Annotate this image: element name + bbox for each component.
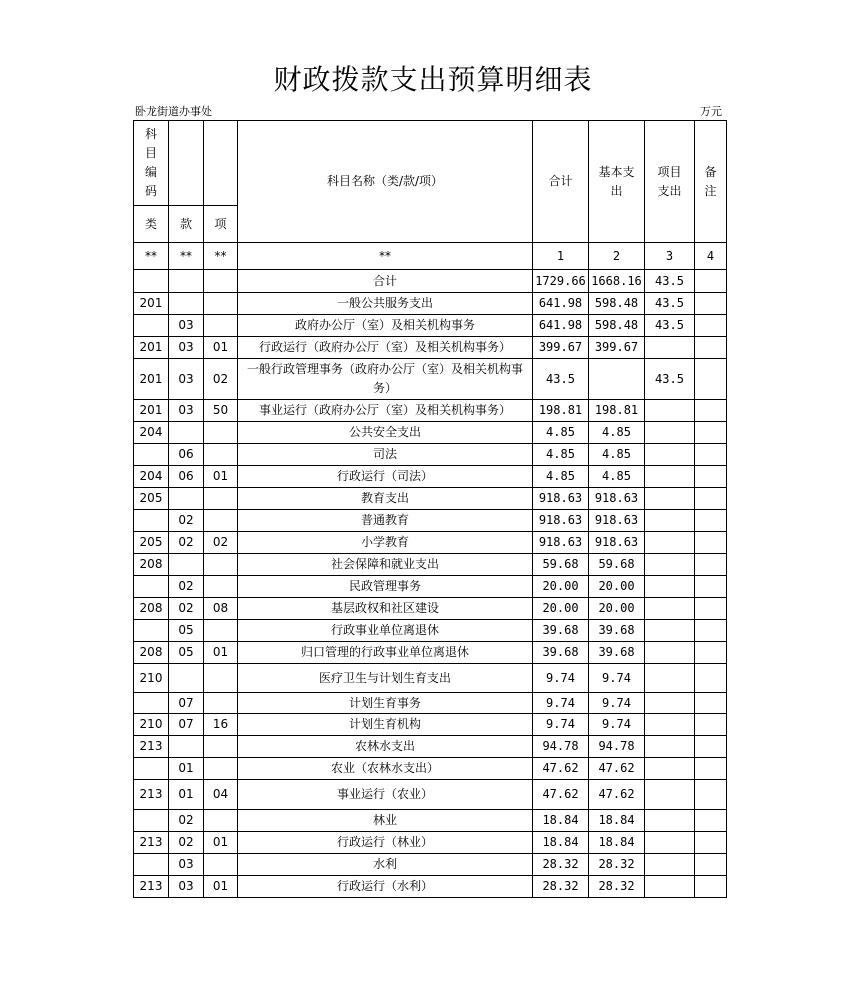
basic-amount-cell: 399.67 xyxy=(589,337,645,359)
project-amount-cell: 43.5 xyxy=(645,293,695,315)
remark-cell xyxy=(695,854,727,876)
class-code-cell xyxy=(134,854,169,876)
item-code-cell xyxy=(204,444,238,466)
basic-amount-cell: 47.62 xyxy=(589,758,645,780)
item-code-cell xyxy=(204,810,238,832)
section-code-cell: 05 xyxy=(169,620,204,642)
subject-name-cell: 合计 xyxy=(238,270,533,293)
basic-amount-cell: 198.81 xyxy=(589,400,645,422)
remark-cell xyxy=(695,359,727,400)
project-amount-cell xyxy=(645,532,695,554)
subject-name-cell: 行政运行（林业） xyxy=(238,832,533,854)
subject-name-cell: 农林水支出 xyxy=(238,736,533,758)
item-code-cell: 01 xyxy=(204,832,238,854)
project-amount-cell xyxy=(645,598,695,620)
class-code-cell xyxy=(134,810,169,832)
header-blank xyxy=(204,121,238,206)
basic-amount-cell: 39.68 xyxy=(589,620,645,642)
total-amount-cell: 399.67 xyxy=(533,337,589,359)
section-code-cell: 06 xyxy=(169,466,204,488)
remark-cell xyxy=(695,693,727,714)
class-code-cell xyxy=(134,576,169,598)
subject-name-cell: 民政管理事务 xyxy=(238,576,533,598)
class-code-cell: 201 xyxy=(134,293,169,315)
subject-name-cell: 基层政权和社区建设 xyxy=(238,598,533,620)
table-row xyxy=(134,488,727,510)
subject-name-cell: 一般公共服务支出 xyxy=(238,293,533,315)
header-basic: 基本支 出 xyxy=(589,121,645,243)
subject-name-cell: 行政运行（水利） xyxy=(238,876,533,898)
item-code-cell xyxy=(204,315,238,337)
table-row xyxy=(134,736,727,758)
project-amount-cell xyxy=(645,400,695,422)
project-amount-cell xyxy=(645,810,695,832)
project-amount-cell xyxy=(645,780,695,810)
table-row xyxy=(134,664,727,693)
table-row xyxy=(134,359,727,400)
subject-name-cell: 医疗卫生与计划生育支出 xyxy=(238,664,533,693)
class-code-cell xyxy=(134,693,169,714)
remark-cell xyxy=(695,554,727,576)
total-amount-cell: 1729.66 xyxy=(533,270,589,293)
project-amount-cell xyxy=(645,337,695,359)
section-code-cell: 07 xyxy=(169,714,204,736)
subject-name-cell: 林业 xyxy=(238,810,533,832)
item-code-cell: 08 xyxy=(204,598,238,620)
table-row xyxy=(134,620,727,642)
basic-amount-cell: 39.68 xyxy=(589,642,645,664)
basic-amount-cell: 918.63 xyxy=(589,488,645,510)
section-code-cell: 03 xyxy=(169,359,204,400)
total-amount-cell: 641.98 xyxy=(533,315,589,337)
basic-amount-cell: 4.85 xyxy=(589,466,645,488)
index-cell: 3 xyxy=(645,243,695,270)
subject-name-cell: 农业（农林水支出） xyxy=(238,758,533,780)
basic-amount-cell: 20.00 xyxy=(589,598,645,620)
index-row xyxy=(134,243,727,270)
project-amount-cell xyxy=(645,693,695,714)
basic-amount-cell: 4.85 xyxy=(589,422,645,444)
total-amount-cell: 20.00 xyxy=(533,576,589,598)
page-title: 财政拨款支出预算明细表 xyxy=(273,63,593,96)
subject-name-cell: 行政运行（政府办公厅（室）及相关机构事务） xyxy=(238,337,533,359)
class-code-cell: 201 xyxy=(134,359,169,400)
remark-cell xyxy=(695,642,727,664)
total-amount-cell: 9.74 xyxy=(533,664,589,693)
total-amount-cell: 9.74 xyxy=(533,693,589,714)
total-amount-cell: 39.68 xyxy=(533,642,589,664)
project-amount-cell xyxy=(645,576,695,598)
remark-cell xyxy=(695,532,727,554)
basic-amount-cell: 4.85 xyxy=(589,444,645,466)
item-code-cell: 01 xyxy=(204,337,238,359)
basic-amount-cell: 598.48 xyxy=(589,315,645,337)
table-row xyxy=(134,270,727,293)
basic-amount-cell xyxy=(589,359,645,400)
table-row xyxy=(134,400,727,422)
total-amount-cell: 9.74 xyxy=(533,714,589,736)
remark-cell xyxy=(695,315,727,337)
table-row xyxy=(134,576,727,598)
budget-table xyxy=(133,120,727,898)
project-amount-cell: 43.5 xyxy=(645,270,695,293)
header-project: 项目 支出 xyxy=(645,121,695,243)
header-section: 款 xyxy=(169,206,204,243)
project-amount-cell xyxy=(645,444,695,466)
subject-name-cell: 小学教育 xyxy=(238,532,533,554)
subject-name-cell: 社会保障和就业支出 xyxy=(238,554,533,576)
remark-cell xyxy=(695,832,727,854)
section-code-cell xyxy=(169,422,204,444)
section-code-cell: 02 xyxy=(169,532,204,554)
remark-cell xyxy=(695,488,727,510)
class-code-cell: 208 xyxy=(134,554,169,576)
item-code-cell: 01 xyxy=(204,876,238,898)
table-row xyxy=(134,854,727,876)
item-code-cell xyxy=(204,293,238,315)
header-total: 合计 xyxy=(533,121,589,243)
section-code-cell: 01 xyxy=(169,758,204,780)
table-row xyxy=(134,510,727,532)
table-row xyxy=(134,598,727,620)
total-amount-cell: 4.85 xyxy=(533,466,589,488)
table-row xyxy=(134,293,727,315)
index-cell: 1 xyxy=(533,243,589,270)
item-code-cell xyxy=(204,854,238,876)
total-amount-cell: 4.85 xyxy=(533,422,589,444)
subject-name-cell: 事业运行（农业） xyxy=(238,780,533,810)
section-code-cell: 03 xyxy=(169,315,204,337)
remark-cell xyxy=(695,444,727,466)
class-code-cell: 208 xyxy=(134,598,169,620)
class-code-cell xyxy=(134,444,169,466)
class-code-cell: 210 xyxy=(134,664,169,693)
total-amount-cell: 641.98 xyxy=(533,293,589,315)
basic-amount-cell: 18.84 xyxy=(589,832,645,854)
basic-amount-cell: 94.78 xyxy=(589,736,645,758)
basic-amount-cell: 918.63 xyxy=(589,510,645,532)
class-code-cell: 208 xyxy=(134,642,169,664)
item-code-cell xyxy=(204,736,238,758)
index-cell: ** xyxy=(204,243,238,270)
subject-name-cell: 普通教育 xyxy=(238,510,533,532)
item-code-cell xyxy=(204,488,238,510)
table-row xyxy=(134,780,727,810)
remark-cell xyxy=(695,270,727,293)
header-subject-code: 科 目 编 码 xyxy=(134,121,169,206)
class-code-cell xyxy=(134,270,169,293)
table-row xyxy=(134,532,727,554)
remark-cell xyxy=(695,510,727,532)
basic-amount-cell: 598.48 xyxy=(589,293,645,315)
project-amount-cell xyxy=(645,554,695,576)
class-code-cell: 204 xyxy=(134,422,169,444)
class-code-cell xyxy=(134,510,169,532)
project-amount-cell xyxy=(645,642,695,664)
project-amount-cell xyxy=(645,488,695,510)
class-code-cell xyxy=(134,758,169,780)
subject-name-cell: 归口管理的行政事业单位离退休 xyxy=(238,642,533,664)
table-row xyxy=(134,337,727,359)
section-code-cell: 03 xyxy=(169,337,204,359)
subject-name-cell: 一般行政管理事务（政府办公厅（室）及相关机构事务） xyxy=(238,359,533,400)
project-amount-cell xyxy=(645,664,695,693)
unit-label: 万元 xyxy=(700,105,722,118)
subject-name-cell: 政府办公厅（室）及相关机构事务 xyxy=(238,315,533,337)
subject-name-cell: 事业运行（政府办公厅（室）及相关机构事务） xyxy=(238,400,533,422)
remark-cell xyxy=(695,664,727,693)
class-code-cell xyxy=(134,620,169,642)
item-code-cell xyxy=(204,758,238,780)
total-amount-cell: 94.78 xyxy=(533,736,589,758)
header-class: 类 xyxy=(134,206,169,243)
remark-cell xyxy=(695,293,727,315)
section-code-cell xyxy=(169,293,204,315)
item-code-cell xyxy=(204,693,238,714)
subject-name-cell: 公共安全支出 xyxy=(238,422,533,444)
subject-name-cell: 司法 xyxy=(238,444,533,466)
remark-cell xyxy=(695,576,727,598)
section-code-cell: 01 xyxy=(169,780,204,810)
project-amount-cell xyxy=(645,854,695,876)
table-row xyxy=(134,876,727,898)
item-code-cell: 16 xyxy=(204,714,238,736)
total-amount-cell: 198.81 xyxy=(533,400,589,422)
total-amount-cell: 18.84 xyxy=(533,832,589,854)
project-amount-cell xyxy=(645,876,695,898)
index-cell: 4 xyxy=(695,243,727,270)
total-amount-cell: 918.63 xyxy=(533,488,589,510)
section-code-cell: 07 xyxy=(169,693,204,714)
table-row xyxy=(134,444,727,466)
project-amount-cell xyxy=(645,510,695,532)
subject-name-cell: 计划生育事务 xyxy=(238,693,533,714)
remark-cell xyxy=(695,758,727,780)
item-code-cell: 04 xyxy=(204,780,238,810)
class-code-cell: 213 xyxy=(134,780,169,810)
section-code-cell xyxy=(169,270,204,293)
header-blank xyxy=(169,121,204,206)
header-item: 项 xyxy=(204,206,238,243)
class-code-cell: 213 xyxy=(134,736,169,758)
subject-name-cell: 行政运行（司法） xyxy=(238,466,533,488)
remark-cell xyxy=(695,466,727,488)
header-name: 科目名称（类/款/项） xyxy=(238,121,533,243)
class-code-cell xyxy=(134,315,169,337)
subject-name-cell: 计划生育机构 xyxy=(238,714,533,736)
table-row xyxy=(134,832,727,854)
class-code-cell: 205 xyxy=(134,488,169,510)
basic-amount-cell: 47.62 xyxy=(589,780,645,810)
project-amount-cell xyxy=(645,466,695,488)
section-code-cell xyxy=(169,664,204,693)
remark-cell xyxy=(695,810,727,832)
item-code-cell xyxy=(204,270,238,293)
header-row xyxy=(134,121,727,206)
item-code-cell xyxy=(204,554,238,576)
table-row xyxy=(134,693,727,714)
table-row xyxy=(134,642,727,664)
table-row xyxy=(134,315,727,337)
total-amount-cell: 47.62 xyxy=(533,758,589,780)
project-amount-cell xyxy=(645,736,695,758)
project-amount-cell: 43.5 xyxy=(645,359,695,400)
total-amount-cell: 20.00 xyxy=(533,598,589,620)
subject-name-cell: 水利 xyxy=(238,854,533,876)
remark-cell xyxy=(695,876,727,898)
item-code-cell: 50 xyxy=(204,400,238,422)
class-code-cell: 201 xyxy=(134,400,169,422)
section-code-cell: 02 xyxy=(169,810,204,832)
total-amount-cell: 47.62 xyxy=(533,780,589,810)
class-code-cell: 205 xyxy=(134,532,169,554)
table-row xyxy=(134,466,727,488)
basic-amount-cell: 918.63 xyxy=(589,532,645,554)
section-code-cell xyxy=(169,736,204,758)
section-code-cell: 02 xyxy=(169,510,204,532)
section-code-cell: 02 xyxy=(169,576,204,598)
subject-name-cell: 行政事业单位离退休 xyxy=(238,620,533,642)
project-amount-cell xyxy=(645,620,695,642)
total-amount-cell: 28.32 xyxy=(533,854,589,876)
project-amount-cell: 43.5 xyxy=(645,315,695,337)
project-amount-cell xyxy=(645,714,695,736)
total-amount-cell: 4.85 xyxy=(533,444,589,466)
section-code-cell: 02 xyxy=(169,832,204,854)
total-amount-cell: 918.63 xyxy=(533,532,589,554)
class-code-cell: 213 xyxy=(134,832,169,854)
item-code-cell xyxy=(204,510,238,532)
basic-amount-cell: 28.32 xyxy=(589,876,645,898)
total-amount-cell: 18.84 xyxy=(533,810,589,832)
item-code-cell: 02 xyxy=(204,532,238,554)
total-amount-cell: 43.5 xyxy=(533,359,589,400)
table-row xyxy=(134,554,727,576)
remark-cell xyxy=(695,422,727,444)
basic-amount-cell: 18.84 xyxy=(589,810,645,832)
index-cell: 2 xyxy=(589,243,645,270)
section-code-cell: 03 xyxy=(169,400,204,422)
project-amount-cell xyxy=(645,758,695,780)
class-code-cell: 204 xyxy=(134,466,169,488)
subject-name-cell: 教育支出 xyxy=(238,488,533,510)
header-remark: 备 注 xyxy=(695,121,727,243)
index-cell: ** xyxy=(134,243,169,270)
index-cell: ** xyxy=(238,243,533,270)
table-row xyxy=(134,422,727,444)
class-code-cell: 201 xyxy=(134,337,169,359)
item-code-cell xyxy=(204,422,238,444)
section-code-cell: 06 xyxy=(169,444,204,466)
remark-cell xyxy=(695,620,727,642)
organization-label: 卧龙街道办事处 xyxy=(135,105,212,118)
section-code-cell: 02 xyxy=(169,598,204,620)
basic-amount-cell: 20.00 xyxy=(589,576,645,598)
basic-amount-cell: 59.68 xyxy=(589,554,645,576)
table-row xyxy=(134,810,727,832)
item-code-cell: 01 xyxy=(204,642,238,664)
total-amount-cell: 59.68 xyxy=(533,554,589,576)
project-amount-cell xyxy=(645,422,695,444)
item-code-cell xyxy=(204,576,238,598)
table-body xyxy=(134,121,727,898)
remark-cell xyxy=(695,780,727,810)
index-cell: ** xyxy=(169,243,204,270)
remark-cell xyxy=(695,598,727,620)
class-code-cell: 210 xyxy=(134,714,169,736)
remark-cell xyxy=(695,714,727,736)
table-row xyxy=(134,758,727,780)
remark-cell xyxy=(695,736,727,758)
item-code-cell: 01 xyxy=(204,466,238,488)
basic-amount-cell: 9.74 xyxy=(589,693,645,714)
basic-amount-cell: 9.74 xyxy=(589,714,645,736)
item-code-cell xyxy=(204,664,238,693)
section-code-cell xyxy=(169,488,204,510)
table-row xyxy=(134,714,727,736)
total-amount-cell: 39.68 xyxy=(533,620,589,642)
remark-cell xyxy=(695,400,727,422)
section-code-cell: 05 xyxy=(169,642,204,664)
total-amount-cell: 28.32 xyxy=(533,876,589,898)
remark-cell xyxy=(695,337,727,359)
total-amount-cell: 918.63 xyxy=(533,510,589,532)
project-amount-cell xyxy=(645,832,695,854)
item-code-cell xyxy=(204,620,238,642)
section-code-cell xyxy=(169,554,204,576)
basic-amount-cell: 28.32 xyxy=(589,854,645,876)
basic-amount-cell: 9.74 xyxy=(589,664,645,693)
basic-amount-cell: 1668.16 xyxy=(589,270,645,293)
item-code-cell: 02 xyxy=(204,359,238,400)
section-code-cell: 03 xyxy=(169,876,204,898)
class-code-cell: 213 xyxy=(134,876,169,898)
section-code-cell: 03 xyxy=(169,854,204,876)
